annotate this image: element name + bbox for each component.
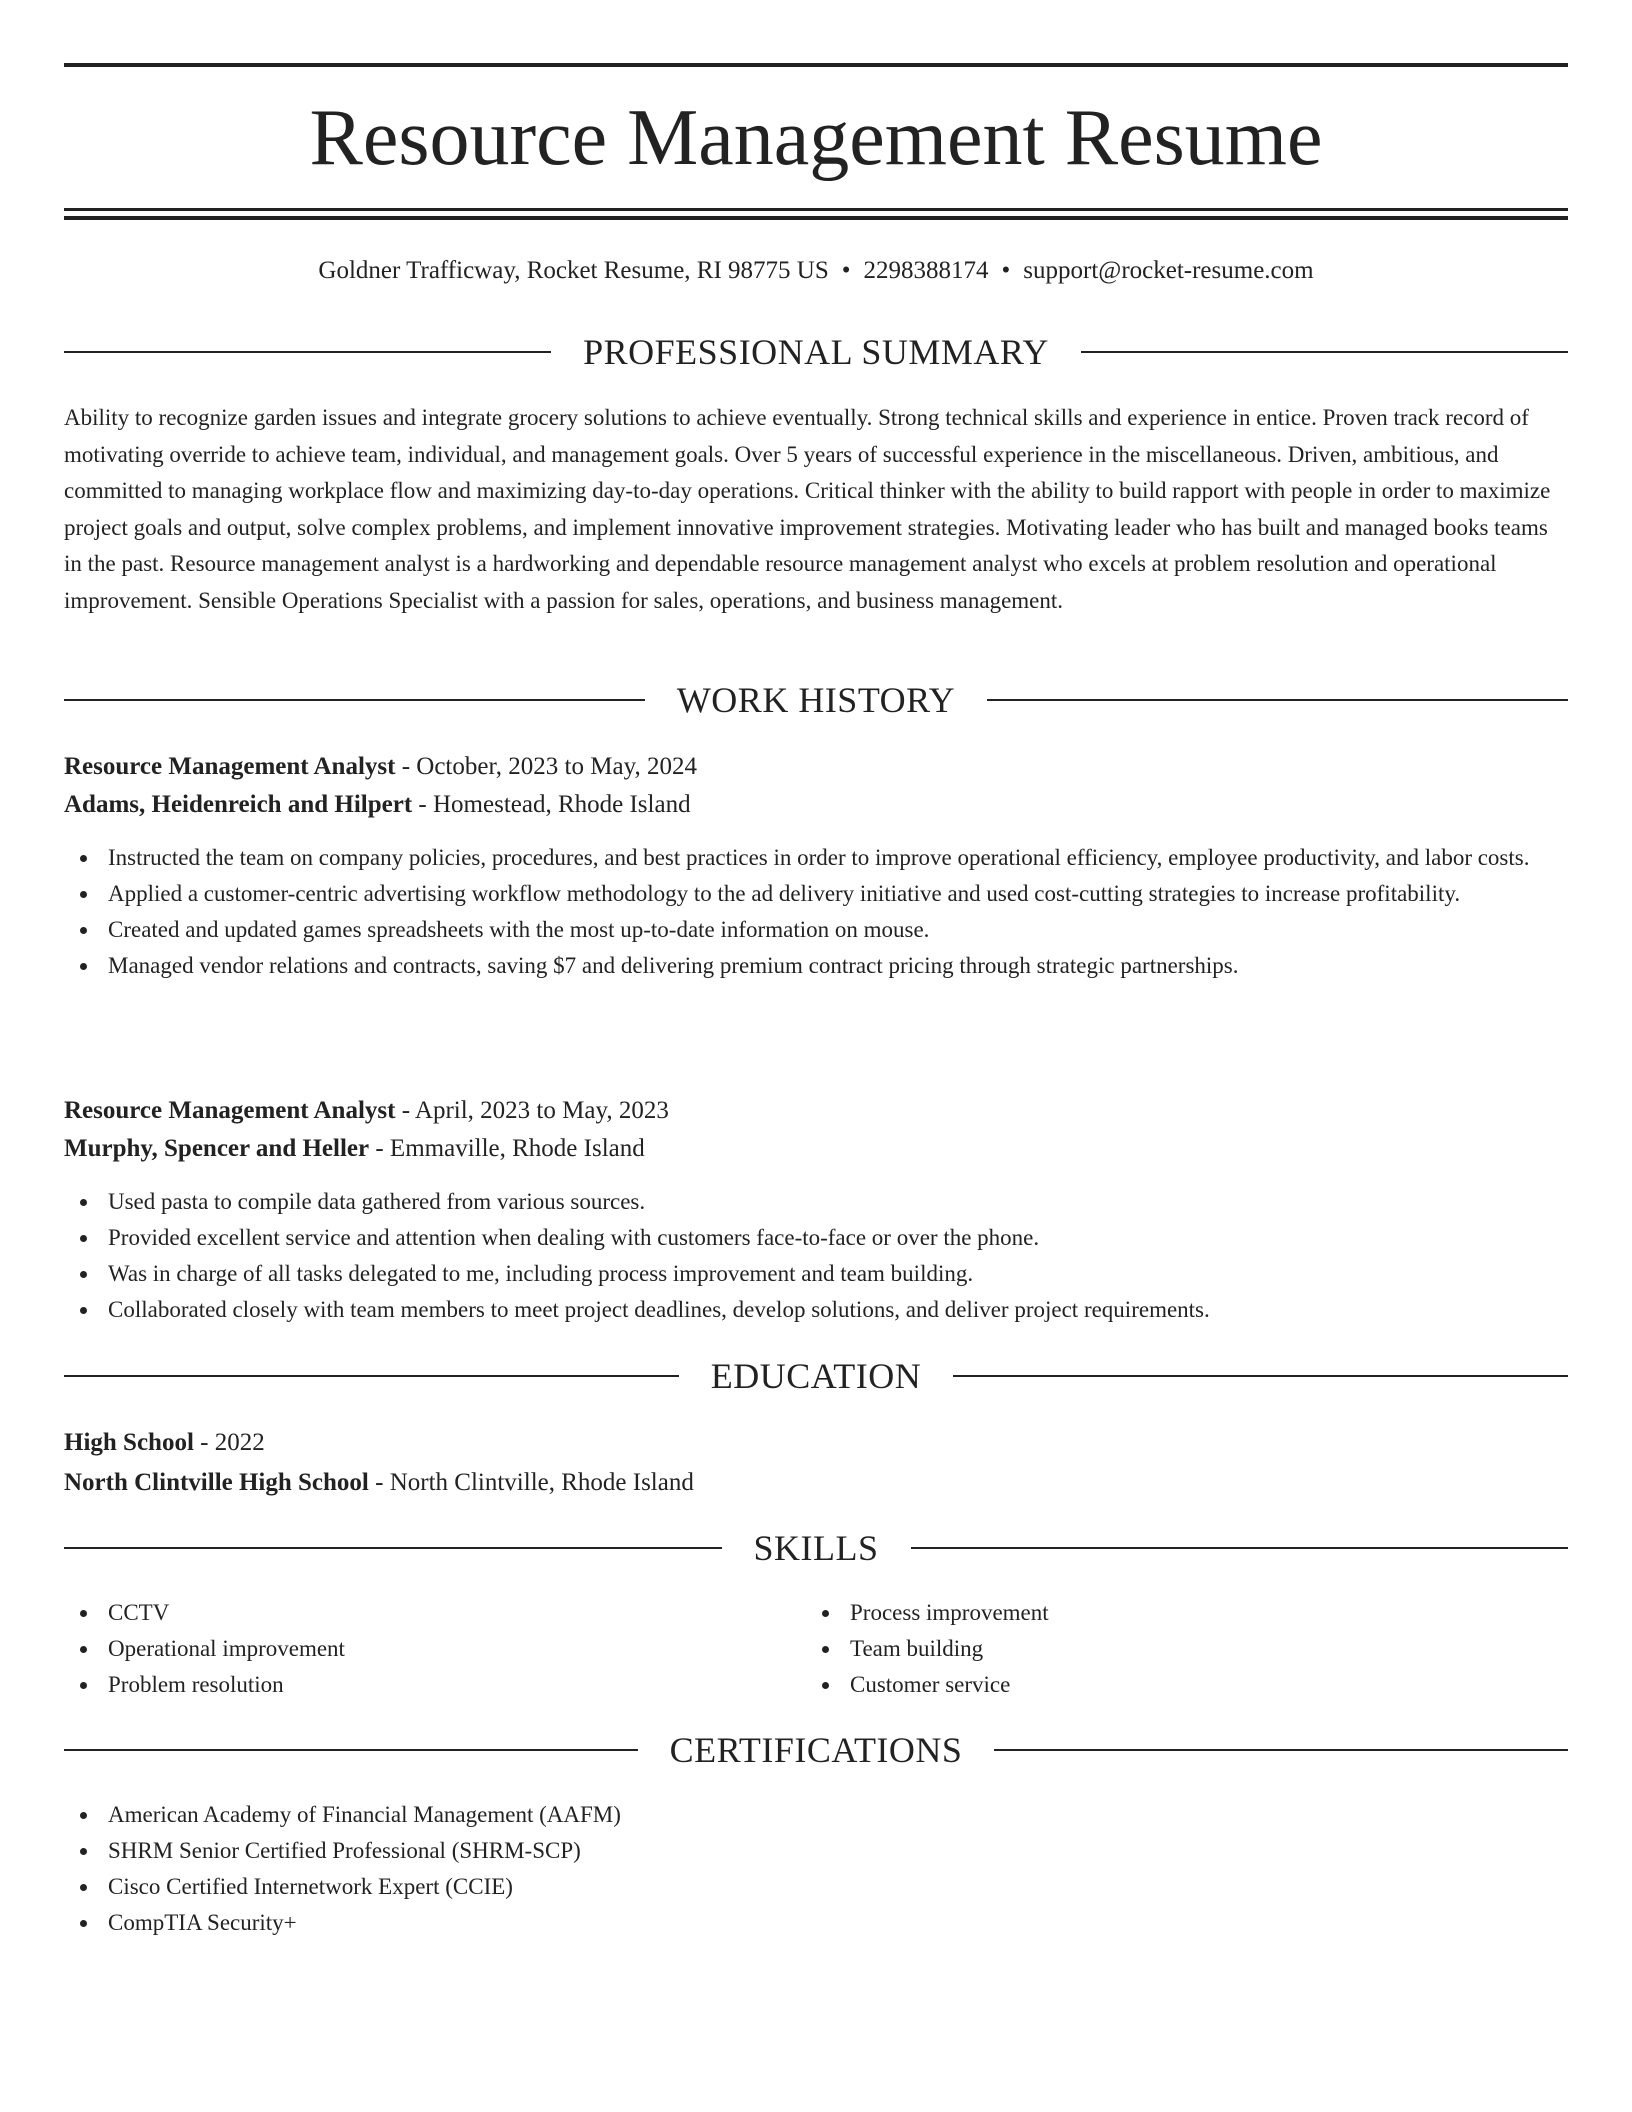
section-rule <box>987 699 1568 701</box>
job-2-bullets <box>64 1184 1568 1328</box>
list-item: Operational improvement <box>64 1631 804 1667</box>
list-item: Provided excellent service and attention when dealing with customers face-to-face or over the phone. <box>64 1220 1568 1256</box>
section-title-summary: PROFESSIONAL SUMMARY <box>583 332 1049 372</box>
section-title-certifications: CERTIFICATIONS <box>669 1730 963 1770</box>
job-1-bullets <box>64 840 1568 984</box>
contact-separator: • <box>841 257 851 284</box>
section-rule <box>64 1749 638 1751</box>
job-2-dates: - April, 2023 to May, 2023 <box>395 1097 669 1124</box>
list-item: Collaborated closely with team members to meet project deadlines, develop solutions, and deliver project requirements. <box>64 1292 1568 1328</box>
list-item: CompTIA Security+ <box>64 1905 1568 1941</box>
title-double-rule <box>64 208 1568 220</box>
section-title-work: WORK HISTORY <box>676 680 956 720</box>
list-item: Cisco Certified Internetwork Expert (CCIE) <box>64 1869 1568 1905</box>
list-item: Managed vendor relations and contracts, saving $7 and delivering premium contract pricing through strategic partnerships. <box>64 948 1568 984</box>
section-header-education <box>64 1354 1568 1398</box>
section-rule <box>64 1547 722 1549</box>
education-school-line <box>64 1465 1568 1501</box>
job-1-company-line <box>64 787 1568 823</box>
section-title-education: EDUCATION <box>710 1356 922 1396</box>
contact-phone: 2298388174 <box>863 257 989 284</box>
summary-paragraph: Ability to recognize garden issues and integrate grocery solutions to achieve eventually. Strong technical skills and experience in entice. Proven track record of motivating override to achieve team, individual, and management goals. Over 5 years of successful experience in the miscellaneous. Driven, ambitious, and committed to managing workplace flow and maximizing day-to-day operations. Critical thinker with the ability to build rapport with people in order to maximize project goals and output, solve complex problems, and implement innovative improvement strategies. Motivating leader who has built and managed books teams in the past. Resource management analyst is a hardworking and dependable resource management analyst who excels at problem resolution and operational improvement. Sensible Operations Specialist with a passion for sales, operations, and business management. <box>64 405 1551 613</box>
section-rule <box>994 1749 1568 1751</box>
contact-line <box>64 254 1568 288</box>
job-1-title: Resource Management Analyst <box>64 753 396 780</box>
job-2-company-line <box>64 1131 1568 1167</box>
skills-list-right <box>806 1595 1546 1703</box>
contact-separator: • <box>1001 257 1011 284</box>
skills-list-left <box>64 1595 804 1703</box>
list-item: SHRM Senior Certified Professional (SHRM-SCP) <box>64 1833 1568 1869</box>
job-1-title-line <box>64 749 1568 785</box>
contact-address: Goldner Trafficway, Rocket Resume, RI 98775 US <box>318 257 829 284</box>
top-rule <box>64 63 1568 67</box>
list-item: Problem resolution <box>64 1667 804 1703</box>
education-degree: High School <box>64 1429 194 1456</box>
job-2-company: Murphy, Spencer and Heller <box>64 1135 370 1162</box>
list-item: Applied a customer-centric advertising workflow methodology to the ad delivery initiative and used cost-cutting strategies to increase profitability. <box>64 876 1568 912</box>
list-item: Instructed the team on company policies, procedures, and best practices in order to improve operational efficiency, employee productivity, and labor costs. <box>64 840 1568 876</box>
certifications-list <box>64 1797 1568 1941</box>
education-school: North Clintville High School <box>64 1469 369 1496</box>
education-location: - North Clintville, Rhode Island <box>368 1469 694 1496</box>
section-rule <box>64 1375 679 1377</box>
job-1-location: - Homestead, Rhode Island <box>412 791 691 818</box>
section-header-skills <box>64 1526 1568 1570</box>
job-1-dates: - October, 2023 to May, 2024 <box>395 753 697 780</box>
section-header-certifications <box>64 1728 1568 1772</box>
job-2-title-line <box>64 1093 1568 1129</box>
contact-email: support@rocket-resume.com <box>1023 257 1314 284</box>
section-rule <box>953 1375 1568 1377</box>
job-2-location: - Emmaville, Rhode Island <box>369 1135 645 1162</box>
list-item: Customer service <box>806 1667 1546 1703</box>
list-item: Used pasta to compile data gathered from various sources. <box>64 1184 1568 1220</box>
list-item: Process improvement <box>806 1595 1546 1631</box>
job-1-company: Adams, Heidenreich and Hilpert <box>64 791 413 818</box>
section-rule <box>911 1547 1569 1549</box>
section-rule <box>1081 351 1568 353</box>
list-item: Created and updated games spreadsheets with the most up-to-date information on mouse. <box>64 912 1568 948</box>
section-rule <box>64 351 551 353</box>
list-item: CCTV <box>64 1595 804 1631</box>
list-item: Team building <box>806 1631 1546 1667</box>
section-rule <box>64 699 645 701</box>
section-title-skills: SKILLS <box>753 1528 879 1568</box>
resume-title: Resource Management Resume <box>309 94 1323 182</box>
job-2-title: Resource Management Analyst <box>64 1097 396 1124</box>
list-item: American Academy of Financial Management (AAFM) <box>64 1797 1568 1833</box>
list-item: Was in charge of all tasks delegated to me, including process improvement and team building. <box>64 1256 1568 1292</box>
section-header-work <box>64 678 1568 722</box>
education-year: - 2022 <box>193 1429 265 1456</box>
section-header-summary <box>64 330 1568 374</box>
education-degree-line <box>64 1425 1568 1461</box>
